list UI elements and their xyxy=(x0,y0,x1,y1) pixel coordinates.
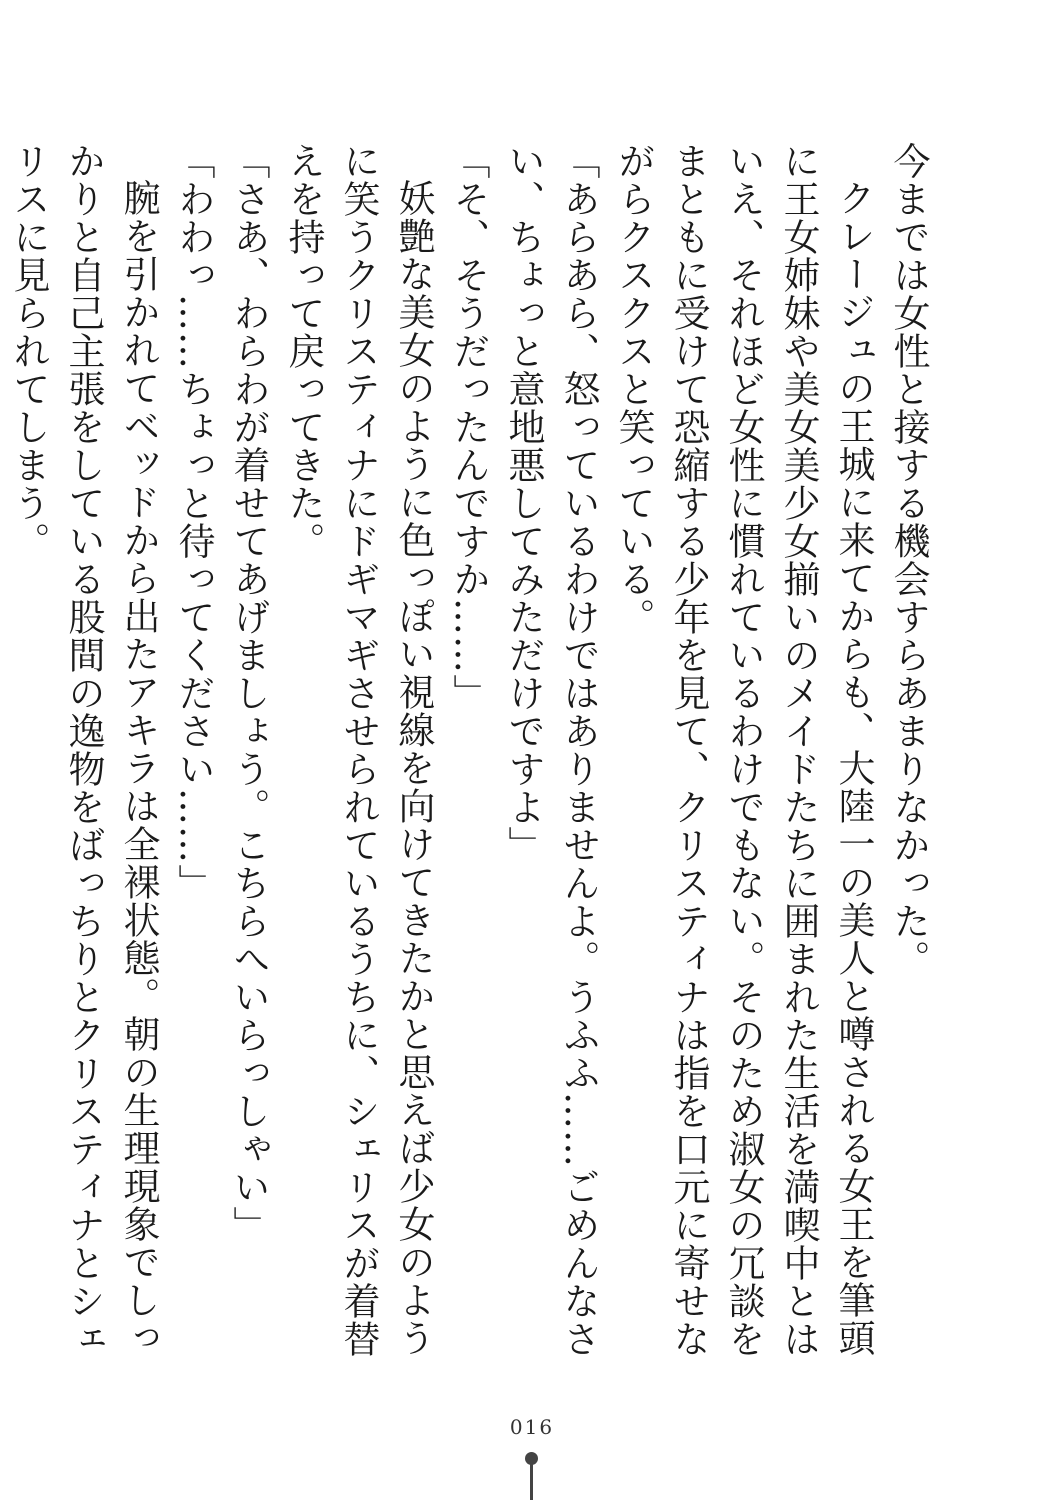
paragraph: クレージュの王城に来てからも、大陸一の美人と噂される女王を筆頭に王女姉妹や美女美少女揃いのメイドたちに囲まれた生活を満喫中とはいえ、それほど女性に慣れているわけでもない。そのため淑女の冗談をまともに受けて恐縮する少年を見て、クリスティナは指を口元に寄せながらクスクスと笑っている。 xyxy=(612,142,875,1358)
paragraph: 「そ、そうだったんですか……」 xyxy=(447,142,490,712)
paragraph xyxy=(0,142,1,1382)
paragraph: 妖艶な美女のように色っぽい視線を向けてきたかと思えば少女のように笑うクリスティナにドギマギさせられているうちに、シェリスが着替えを持って戻ってきた。 xyxy=(282,142,435,1358)
paragraph: 腕を引かれてベッドから出たアキラは全裸状態。朝の生理現象でしっかりと自己主張をしている股間の逸物をばっちりとクリスティナとシェリスに見られてしまう。 xyxy=(7,142,160,1358)
paragraph: 今までは女性と接する機会すらあまりなかった。 xyxy=(887,142,930,978)
page-number: 016 xyxy=(509,1415,555,1439)
paragraph: 「あらあら、怒っているわけではありませんよ。うふふ……ごめんなさい、ちょっと意地悪してみただけですよ」 xyxy=(502,142,600,1358)
folio-line xyxy=(530,1462,533,1500)
paragraph: 「わわっ……ちょっと待ってください……」 xyxy=(172,142,215,902)
paragraph: 「さあ、わらわが着せてあげましょう。こちらへいらっしゃい」 xyxy=(227,142,270,1244)
body-text xyxy=(7,142,936,1382)
